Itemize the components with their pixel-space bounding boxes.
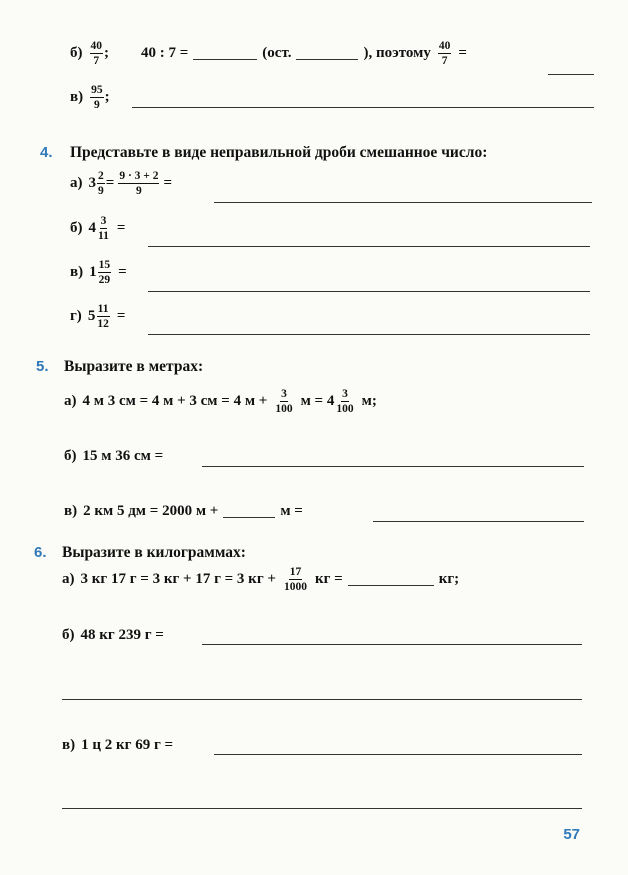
division-text: 40 : 7 = (141, 45, 189, 61)
remainder-line[interactable] (296, 47, 358, 60)
answer-line[interactable] (214, 202, 592, 203)
fraction: $\frac{17}{1000}$ (283, 566, 307, 593)
item-label: б) (70, 45, 83, 61)
answer-line[interactable] (148, 334, 590, 335)
answer-line[interactable] (132, 107, 594, 108)
answer-line[interactable] (62, 808, 582, 809)
fraction: $\frac{9 \cdot 3 + 2}{9}$ (119, 170, 159, 197)
prev-item-v: в) $\frac{95}{9}$ ; (70, 84, 110, 111)
task4-item-b: б) 4 $\frac{3}{11}$ = (70, 215, 126, 242)
item-label: в) (70, 89, 84, 105)
task5-item-v: в) 2 км 5 дм = 2000 м + м = (64, 503, 303, 519)
task-title: Представьте в виде неправильной дроби смешанное число: (70, 144, 488, 161)
answer-line[interactable] (193, 47, 257, 60)
task4-item-g: г) 5 $\frac{11}{12}$ = (70, 303, 126, 330)
task-title: Выразите в килограммах: (62, 544, 246, 561)
page-number: 57 (563, 826, 580, 843)
answer-line[interactable] (62, 699, 582, 700)
answer-line[interactable] (548, 74, 594, 75)
fraction: $\frac{3}{11}$ (98, 215, 109, 242)
task-number: 5. (36, 358, 49, 375)
answer-line[interactable] (202, 644, 582, 645)
fraction: $\frac{15}{29}$ (98, 259, 111, 286)
answer-line[interactable] (148, 246, 590, 247)
task4-item-a: а) 3 $\frac{2}{9}$ = $\frac{9 \cdot 3 + 2}{9}$ = (70, 170, 173, 197)
task6-item-v: в) 1 ц 2 кг 69 г = (62, 737, 174, 753)
task-number: 6. (34, 544, 47, 561)
fraction: $\frac{95}{9}$ (91, 84, 103, 111)
fraction: $\frac{11}{12}$ (97, 303, 109, 330)
fraction: $\frac{3}{100}$ (275, 388, 293, 415)
prev-item-b: б) $\frac{40}{7}$ ; 40 : 7 = (ост. ), поэтому $\frac{40}{7}$ = (70, 40, 467, 67)
answer-line[interactable] (202, 466, 584, 467)
fraction: $\frac{3}{100}$ (336, 388, 354, 415)
answer-line[interactable] (223, 505, 275, 518)
fraction: $\frac{40}{7}$ (438, 40, 451, 67)
task4-item-v: в) 1 $\frac{15}{29}$ = (70, 259, 127, 286)
answer-line[interactable] (148, 291, 590, 292)
answer-line[interactable] (214, 754, 582, 755)
task-number: 4. (40, 144, 53, 161)
fraction: $\frac{2}{9}$ (98, 170, 104, 197)
task6-item-a: а) 3 кг 17 г = 3 кг + 17 г = 3 кг + $\frac{17}{1000}$ кг = кг; (62, 566, 460, 593)
answer-line[interactable] (348, 573, 434, 586)
task6-item-b: б) 48 кг 239 г = (62, 627, 164, 643)
fraction: $\frac{40}{7}$ (90, 40, 102, 67)
answer-line[interactable] (373, 521, 584, 522)
task-title: Выразите в метрах: (64, 358, 204, 375)
task5-item-b: б) 15 м 36 см = (64, 448, 164, 464)
task5-item-a: а) 4 м 3 см = 4 м + 3 см = 4 м + $\frac{3}{100}$ м = 4 $\frac{3}{100}$ м; (64, 388, 377, 415)
